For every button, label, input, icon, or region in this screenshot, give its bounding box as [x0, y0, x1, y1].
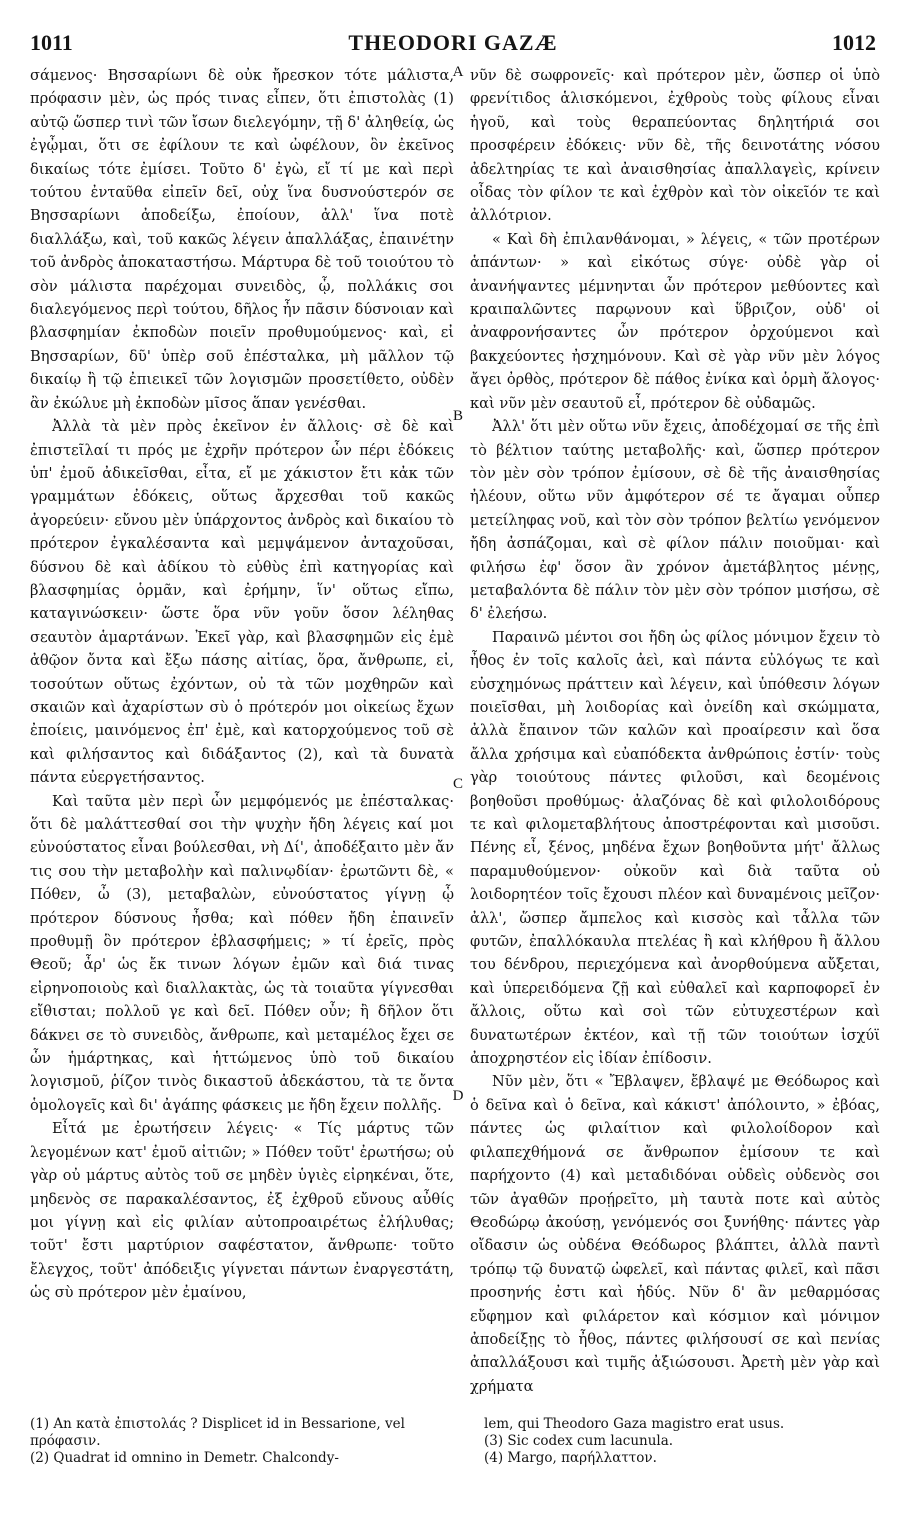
page-number-right: 1012 — [832, 30, 876, 55]
paragraph: Ἀλλ' ὅτι μὲν οὕτω νῦν ἔχεις, ἀποδέχομαί σε τῆς ἐπὶ τὸ βέλτιον ταύτης μεταβολῆς· καὶ, ὥσπερ πρότερον τὸν μὲν σὸν τρόπον ἐμίσουν, σὲ δὲ τῆς ἀναισθησίας ἠλέουν, οὕτω νῦν ἀμφότερον σέ τε ἄγαμαι οὗπερ μετείληφας νοῦ, καὶ τὸν σὸν τρόπον βελτίω γενόμενον ἤδη ἀσπάζομαι, καὶ σὲ φίλον πάλιν ποιοῦμαι· καὶ φιλήσω ἐφ' ὅσον ἂν χρόνον ἀμετάβλητος μένῃς, μεταβαλόντα δὲ πάλιν τὸν μὲν σὸν τρόπον μισήσω, σὲ δ' ἐλεήσω. — [470, 418, 880, 623]
margin-marker-a: A — [452, 64, 464, 80]
paragraph: Καὶ ταῦτα μὲν περὶ ὧν μεμφόμενός με ἐπέσταλκας· ὅτι δὲ μαλάττεσθαί σοι τὴν ψυχὴν ἤδη λέγεις καί μοι εὐνούστατος εἶναι βούλεσθαι, νὴ Δί', ἀποδέξαιτο μὲν ἄν τις σου τὴν μεταβολὴν καὶ παλινῳδίαν· ἐρωτῶντι δὲ, « Πόθεν, ὦ (3), μεταβαλὼν, εὐνούστατος γίγνῃ ᾧ πρότερον δύσνους ἦσθα; καὶ πόθεν ἤδη ἐπαινεῖν προθυμῇ ὃν πρότερον ἐβλασφήμεις; » τί ἐρεῖς, πρὸς Θεοῦ; ἆρ' ὡς ἔκ τινων λόγων ἐμῶν καὶ διά τινας εἰρηνοποιοὺς καὶ διαλλακτὰς, ὡς τὰ τοιαῦτα γίγνεσθαι εἴθισται; πολλοῦ γε καὶ δεῖ. Πόθεν οὖν; ἢ δῆλον ὅτι δάκνει σε τὸ συνειδὸς, ἄνθρωπε, καὶ μεταμέλος ἔχει σε ὧν ἡμάρτηκας, καὶ ἡττώμενος ὑπὸ τοῦ δικαίου λογισμοῦ, ῥίζον τινὸς δικαστοῦ ἀδεκάστου, τὰ τε ὄντα ὁμολογεῖς καὶ δι' ἀγάπης φάσκεις με ἤδη ἔχειν πολλῆς. — [30, 792, 454, 1114]
paragraph: Παραινῶ μέντοι σοι ἤδη ὡς φίλος μόνιμον ἔχειν τὸ ἦθος ἐν τοῖς καλοῖς ἀεὶ, καὶ πάντα εὐλόγως τε καὶ εὐσχημόνως πράττειν καὶ λέγειν, καὶ ὑπόθεσιν λόγων ποιεῖσθαι, μὴ λοιδορίας καὶ ὀνείδη καὶ σκώμματα, ἀλλὰ ἔπαινον τῶν καλῶν καὶ προαίρεσιν καὶ ὅσα ἄλλα χρήσιμα καὶ εὐαπόδεκτα ἀνθρώποις ἐστίν· τοὺς γὰρ τοιούτους πάντες φιλοῦσι, καὶ δεομένοις βοηθοῦσι προθύμως· ἀλαζόνας δὲ καὶ φιλολοιδόρους τε καὶ φιλομεταβλήτους ἀποστρέφονται καὶ μισοῦσι. Πένης εἶ, ξένος, μηδένα ἔχων βοηθοῦντα μήτ' ἄλλως παραμυθούμενον· οὐκοῦν καὶ διὰ ταῦτα οὐ λοιδορητέον τοῖς ἔχουσι πλέον καὶ δυναμένοις μεῖζον· ἀλλ', ὥσπερ ἄμπελος καὶ κισσὸς καὶ τἆλλα τῶν φυτῶν, ἐπαλλόκαυλα πτελέας ἢ καὶ κλήθρου ἢ ἄλλου του δένδρου, περιεχόμενα καὶ ἀνορθούμενα αὔξεται, καὶ ὑπερειδόμενα ζῇ καὶ εὐθαλεῖ καὶ καρποφορεῖ ἐν ἄλλοις, οὕτω καὶ σοὶ τῶν εὐτυχεστέρων καὶ δυνατωτέρων ἐκτέον, καὶ τῇ τῶν τοιούτων ἰσχύϊ ἀποχρηστέον εἰς ἰδίαν ἐπίδοσιν. — [470, 628, 880, 1068]
paragraph: νῦν δὲ σωφρονεῖς· καὶ πρότερον μὲν, ὥσπερ οἱ ὑπὸ φρενίτιδος ἁλισκόμενοι, ἐχθροὺς τοὺς φίλους εἶναι ἡγοῦ, καὶ τοὺς θεραπεύοντας δηλητήριά σοι προσφέρειν ἐδόκεις· νῦν δὲ, τῆς δεινοτάτης νόσου ἀδελτηρίας τε καὶ ἀναισθησίας ἀπαλλαγεὶς, κρίνειν οἶδας τὸν φίλον τε καὶ ἐχθρὸν καὶ τὸν οἰκεῖόν τε καὶ ἀλλότριον. — [470, 67, 880, 225]
paragraph: Νῦν μὲν, ὅτι « Ἔβλαψεν, ἔβλαψέ με Θεόδωρος καὶ ὁ δεῖνα καὶ ὁ δεῖνα, καὶ κάκιστ' ἀπόλοιντο, » ἐβόας, πάντες ὡς φιλαίτιον καὶ φιλολοίδορον καὶ φιλαπεχθήμονά σε ἄνθρωπον ἐμίσουν τε καὶ παρήχοντο (4) καὶ μεταδιδόναι οὐδεὶς οὐδενὸς σοι τῶν ἀγαθῶν προῄρεῖτο, μὴ ταυτὰ ποτε καὶ αὐτὸς Θεοδώρῳ ἀκούσῃ, γενόμενός σοι ξυνήθης· πάντες γὰρ οἴδασιν ὡς οὐδένα Θεόδωρος βλάπτει, ἀλλὰ παντὶ τρόπῳ τῷ δυνατῷ ὠφελεῖ, καὶ πάντας φιλεῖ, καὶ πᾶσι προσηνής ἐστι καὶ ἡδύς. Νῦν δ' ἂν μεθαρμόσας εὔφημον καὶ φιλάρετον καὶ κόσμιον καὶ μόνιμον ἀποδείξῃς τὸ ἦθος, πάντες φιλήσουσί σε καὶ πενίας ἀπαλλάξουσι καὶ τιμῆς ἀξιώσουσι. Ἀρετὴ μὲν γὰρ καὶ χρήματα — [470, 1073, 880, 1395]
footnote: (2) Quadrat id omnino in Demetr. Chalcondy- — [30, 1450, 339, 1466]
paragraph: Ἀλλὰ τὰ μὲν πρὸς ἐκεῖνον ἐν ἄλλοις· σὲ δὲ καὶ ἐπιστεῖλαί τι πρός με ἐχρῆν πρότερον ὧν πέρι ἐδόκεις ὑπ' ἐμοῦ ἀδικεῖσθαι, εἶτα, εἴ με χάκιστον ἔτι κἀκ τῶν γραμμάτων ἐδόκεις, οὕτως ἄρχεσθαι τοῦ κακῶς ἀγορεύειν· εὔνου μὲν ὑπάρχοντος ἀνδρὸς καὶ δικαίου τὸ πρότερον ἐγκαλέσαντα καὶ μεμψάμενον ἀνταχοῦσαι, δύσνου δὲ καὶ ἀδίκου τὸ εὐθὺς ἐπὶ κατηγορίας καὶ βλασφημίας ὁρμᾶν, καὶ ἐρήμην, ἵν' οὕτως εἴπω, καταγινώσκειν· ὥστε ὅρα νῦν γοῦν ὅσον λέληθας σεαυτὸν ἁμαρτάνων. Ἐκεῖ γὰρ, καὶ βλασφημῶν εἰς ἐμὲ ἀθῷον ὄντα καὶ ἔξω πάσης αἰτίας, ὅρα, ἄνθρωπε, εἰ, τοσούτων οὕτως ἐχόντων, οὐ τὰ τῶν μοχθηρῶν καὶ σκαιῶν καὶ ἀχαρίστων σὺ ὁ πρότερόν μοι οἰκείως ἔχων ἐποίεις, μαινόμενος ἐπ' ἐμὲ, καὶ κατορχούμενος τοῦ σὲ καὶ φιλήσαντος καὶ διδάξαντος (2), καὶ τὰ δυνατὰ πάντα εὐεργετήσαντος. — [30, 418, 454, 787]
margin-marker-d: D — [452, 1088, 464, 1104]
margin-marker-b: B — [452, 408, 463, 424]
paragraph: « Καὶ δὴ ἐπιλανθάνομαι, » λέγεις, « τῶν προτέρων ἁπάντων· » καὶ εἰκότως σύγε· οὐδὲ γὰρ οἱ ἀνανήψαντες μέμνηνται ὧν πρότερον μεθύοντες καὶ κραιπαλῶντες παρῳνουν καὶ ὕβριζον, οὐδ' οἱ ἀναφρονήσαντες ὧν πρότερον ὀρχούμενοι καὶ βακχεύοντες ἠσχημόνουν. Καὶ σὲ γὰρ νῦν μὲν λόγος ἄγει ὀρθὸς, πρότερον δὲ πάθος ἐνίκα καὶ ὁρμὴ ἄλογος· καὶ νῦν μὲν σεαυτοῦ εἶ, πρότερον δὲ οὐδαμῶς. — [470, 230, 880, 412]
footnote: (4) Margo, παρήλλαττον. — [484, 1450, 657, 1466]
footnote: (3) Sic codex cum lacunula. — [484, 1433, 674, 1449]
footnotes-right — [484, 1416, 880, 1467]
page-number-left: 1011 — [30, 30, 73, 55]
running-header — [30, 30, 876, 60]
paragraph: σάμενος· Βησσαρίωνι δὲ οὐκ ἤρεσκον τότε μάλιστα, πρόφασιν μὲν, ὡς πρός τινας εἶπεν, ὅτι ἐπιστολὰς (1) αὐτῷ ὥσπερ τινὶ τῶν ἴσων διελεγόμην, τῇ δ' ἀληθείᾳ, ὡς ἐγᾦμαι, ὅτι σε ἐφίλουν τε καὶ ὠφέλουν, ὃν ἐκεῖνος δικαίως τότε ἐμίσει. Τοῦτο δ' ἐγὼ, εἴ τί με καὶ περὶ τούτου ἐνταῦθα εἰπεῖν δεῖ, οὐχ ἵνα δυσνούστερόν σε Βησσαρίωνι ἀποδείξω, ἐποίουν, ἀλλ' ἵνα ποτὲ διαλλάξω, καὶ, τοῦ κακῶς λέγειν ἀπαλλάξας, ἐπαινέτην τοῦ ἀνδρὸς ἀποκαταστήσω. Μάρτυρα δὲ τοῦ τοιούτου τὸ σὸν μάλιστα παρέχομαι συνειδὸς, ᾧ, πολλάκις σοι διαλεγόμενος περὶ τούτου, δῆλος ἦν πᾶσιν δύσνοιαν καὶ βλασφημίαν ἐκποδὼν ποιεῖν προθυμούμενος· καὶ, εἰ Βησσαρίων, δῦ' ὑπὲρ σοῦ ἐπέσταλκα, μὴ μᾶλλον τῷ δικαίῳ ἢ τῷ ἐπιεικεῖ τῶν λογισμῶν προσετίθετο, οὐδὲν ἂν ἐκώλυε μὴ ἐκποδὼν μῖσος ἅπαν γενέσθαι. — [30, 67, 454, 412]
left-column — [30, 64, 454, 1305]
right-column — [470, 64, 880, 1398]
footnote: (1) An κατὰ ἐπιστολάς ? Displicet id in Bessarione, vel πρόφασιν. — [30, 1416, 405, 1449]
footnote: lem, qui Theodoro Gaza magistro erat usus. — [484, 1416, 785, 1432]
paragraph: Εἶτά με ἐρωτήσειν λέγεις· « Τίς μάρτυς τῶν λεγομένων κατ' ἐμοῦ αἰτιῶν; » Πόθεν τοῦτ' ἐρωτήσω; οὐ γὰρ οὐ μάρτυς αὐτὸς τοῦ σε μηδὲν ὑγιὲς εἰρηκέναι, ὅτε, μηδενὸς σε παρακαλέσαντος, ἐξ ἐχθροῦ εὔνους αὖθίς μοι γίγνῃ καὶ εἰς φιλίαν αὐτοπροαιρέτως ἐλήλυθας; τοῦτ' ἔστι μαρτύριον σαφέστατον, ἄνθρωπε· τοῦτο ἔλεγχος, τοῦτ' ἀπόδειξις γίγνεται πάντων ἐναργεστάτη, ὡς σὺ πρότερον μὲν ἐμαίνου, — [30, 1120, 454, 1302]
running-title: THEODORI GAZÆ — [348, 30, 558, 55]
margin-markers — [446, 64, 470, 1464]
footnotes-left — [30, 1416, 450, 1467]
margin-marker-c: C — [452, 776, 463, 792]
